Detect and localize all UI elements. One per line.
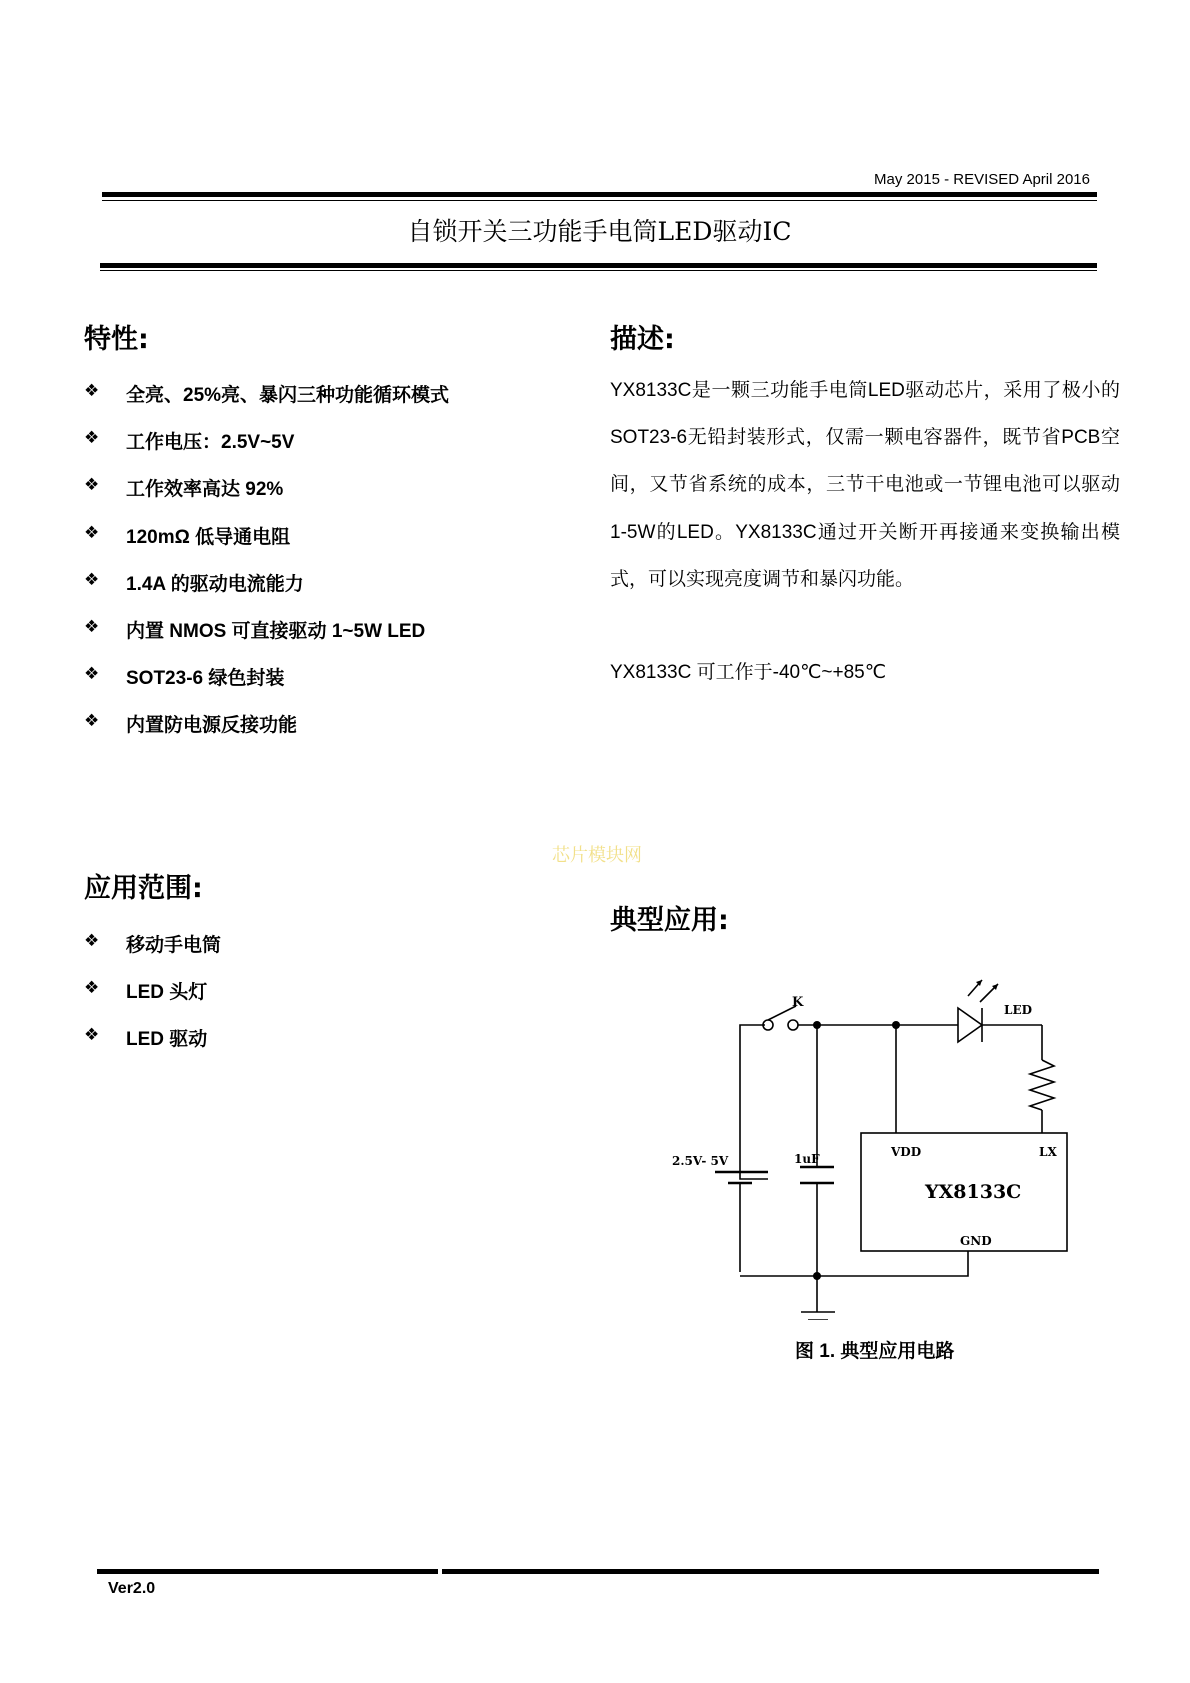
bullet-diamond-icon: ❖ [84, 569, 100, 589]
footer-rule-left [97, 1569, 438, 1574]
feature-item [84, 710, 449, 757]
feature-text: 工作电压：2.5V~5V [126, 432, 295, 454]
led-label: LED [1004, 1003, 1032, 1017]
description-heading: 描述: [610, 324, 675, 355]
led-triangle-icon [958, 1008, 982, 1042]
title-rule-thick [100, 263, 1097, 268]
header-rule-thin [102, 200, 1097, 201]
feature-text: SOT23-6 绿色封装 [126, 668, 285, 690]
bullet-diamond-icon: ❖ [84, 522, 100, 542]
applications-list [84, 930, 221, 1072]
revision-date: May 2015 - REVISED April 2016 [874, 171, 1090, 188]
bullet-diamond-icon: ❖ [84, 931, 100, 950]
supply-label: 2.5V- 5V [672, 1154, 729, 1168]
feature-item [84, 380, 449, 427]
resistor-zigzag-icon [1030, 1060, 1054, 1110]
bullet-diamond-icon: ❖ [84, 475, 100, 495]
bullet-diamond-icon: ❖ [84, 381, 100, 400]
features-list [84, 380, 449, 758]
application-text: 移动手电筒 [126, 935, 222, 956]
bullet-diamond-icon: ❖ [84, 616, 100, 636]
feature-text: 内置 NMOS 可直接驱动 1~5W LED [126, 620, 426, 642]
wire-left-top [740, 1025, 768, 1179]
feature-text: 120mΩ 低导通电阻 [126, 526, 291, 548]
operating-temperature: YX8133C 可工作于-40℃~+85℃ [610, 662, 887, 683]
applications-heading: 应用范围: [84, 873, 203, 904]
feature-item [84, 522, 449, 569]
feature-text: 1.4A 的驱动电流能力 [126, 573, 304, 595]
bullet-diamond-icon: ❖ [84, 978, 100, 998]
chip-name: YX8133C [925, 1181, 1022, 1203]
typical-application-heading: 典型应用: [610, 905, 729, 936]
feature-item [84, 427, 449, 474]
description-paragraph: YX8133C是一颗三功能手电筒LED驱动芯片，采用了极小的SOT23-6无铅封装形式，仅需一颗电容器件，既节省PCB空间，又节省系统的成本，三节干电池或一节锂电池可以驱动1-5W的LED。YX8133C通过开关断开再接通来变换输出模式，可以实现亮度调节和暴闪功能。 [610, 380, 1120, 590]
figure-caption: 图 1. 典型应用电路 [795, 1341, 955, 1362]
junction-gnd [813, 1272, 821, 1280]
bullet-diamond-icon: ❖ [84, 664, 100, 684]
typical-application-circuit [660, 960, 1080, 1320]
feature-item [84, 663, 449, 710]
pin-vdd-label: VDD [891, 1145, 922, 1159]
application-text: LED 头灯 [126, 982, 208, 1004]
capacitor-label: 1uF [794, 1152, 820, 1166]
switch-label: K [792, 995, 804, 1010]
watermark: 芯片模块网 [552, 845, 642, 865]
application-item [84, 977, 221, 1024]
bullet-diamond-icon: ❖ [84, 711, 100, 731]
feature-item [84, 474, 449, 521]
footer-rule-right [442, 1569, 1099, 1574]
feature-text: 内置防电源反接功能 [126, 715, 298, 737]
pin-gnd-label: GND [960, 1234, 992, 1248]
pin-lx-label: LX [1039, 1145, 1057, 1159]
application-item [84, 930, 221, 977]
wire-gnd [740, 1251, 968, 1276]
switch-contact-right [788, 1020, 798, 1030]
features-heading: 特性: [84, 324, 149, 355]
feature-item [84, 569, 449, 616]
header-rule-thick [102, 192, 1097, 197]
application-item [84, 1024, 221, 1071]
document-title: 自锁开关三功能手电筒LED驱动IC [407, 217, 792, 246]
bullet-diamond-icon: ❖ [84, 428, 100, 448]
title-rule-thin [100, 270, 1097, 271]
junction-vdd [892, 1021, 900, 1029]
version-label: Ver2.0 [108, 1580, 156, 1597]
bullet-diamond-icon: ❖ [84, 1025, 100, 1045]
feature-item [84, 616, 449, 663]
feature-text: 工作效率高达 92% [126, 479, 284, 501]
feature-text: 全亮、25%亮、暴闪三种功能循环模式 [126, 385, 450, 406]
junction-switch [813, 1021, 821, 1029]
application-text: LED 驱动 [126, 1029, 208, 1051]
